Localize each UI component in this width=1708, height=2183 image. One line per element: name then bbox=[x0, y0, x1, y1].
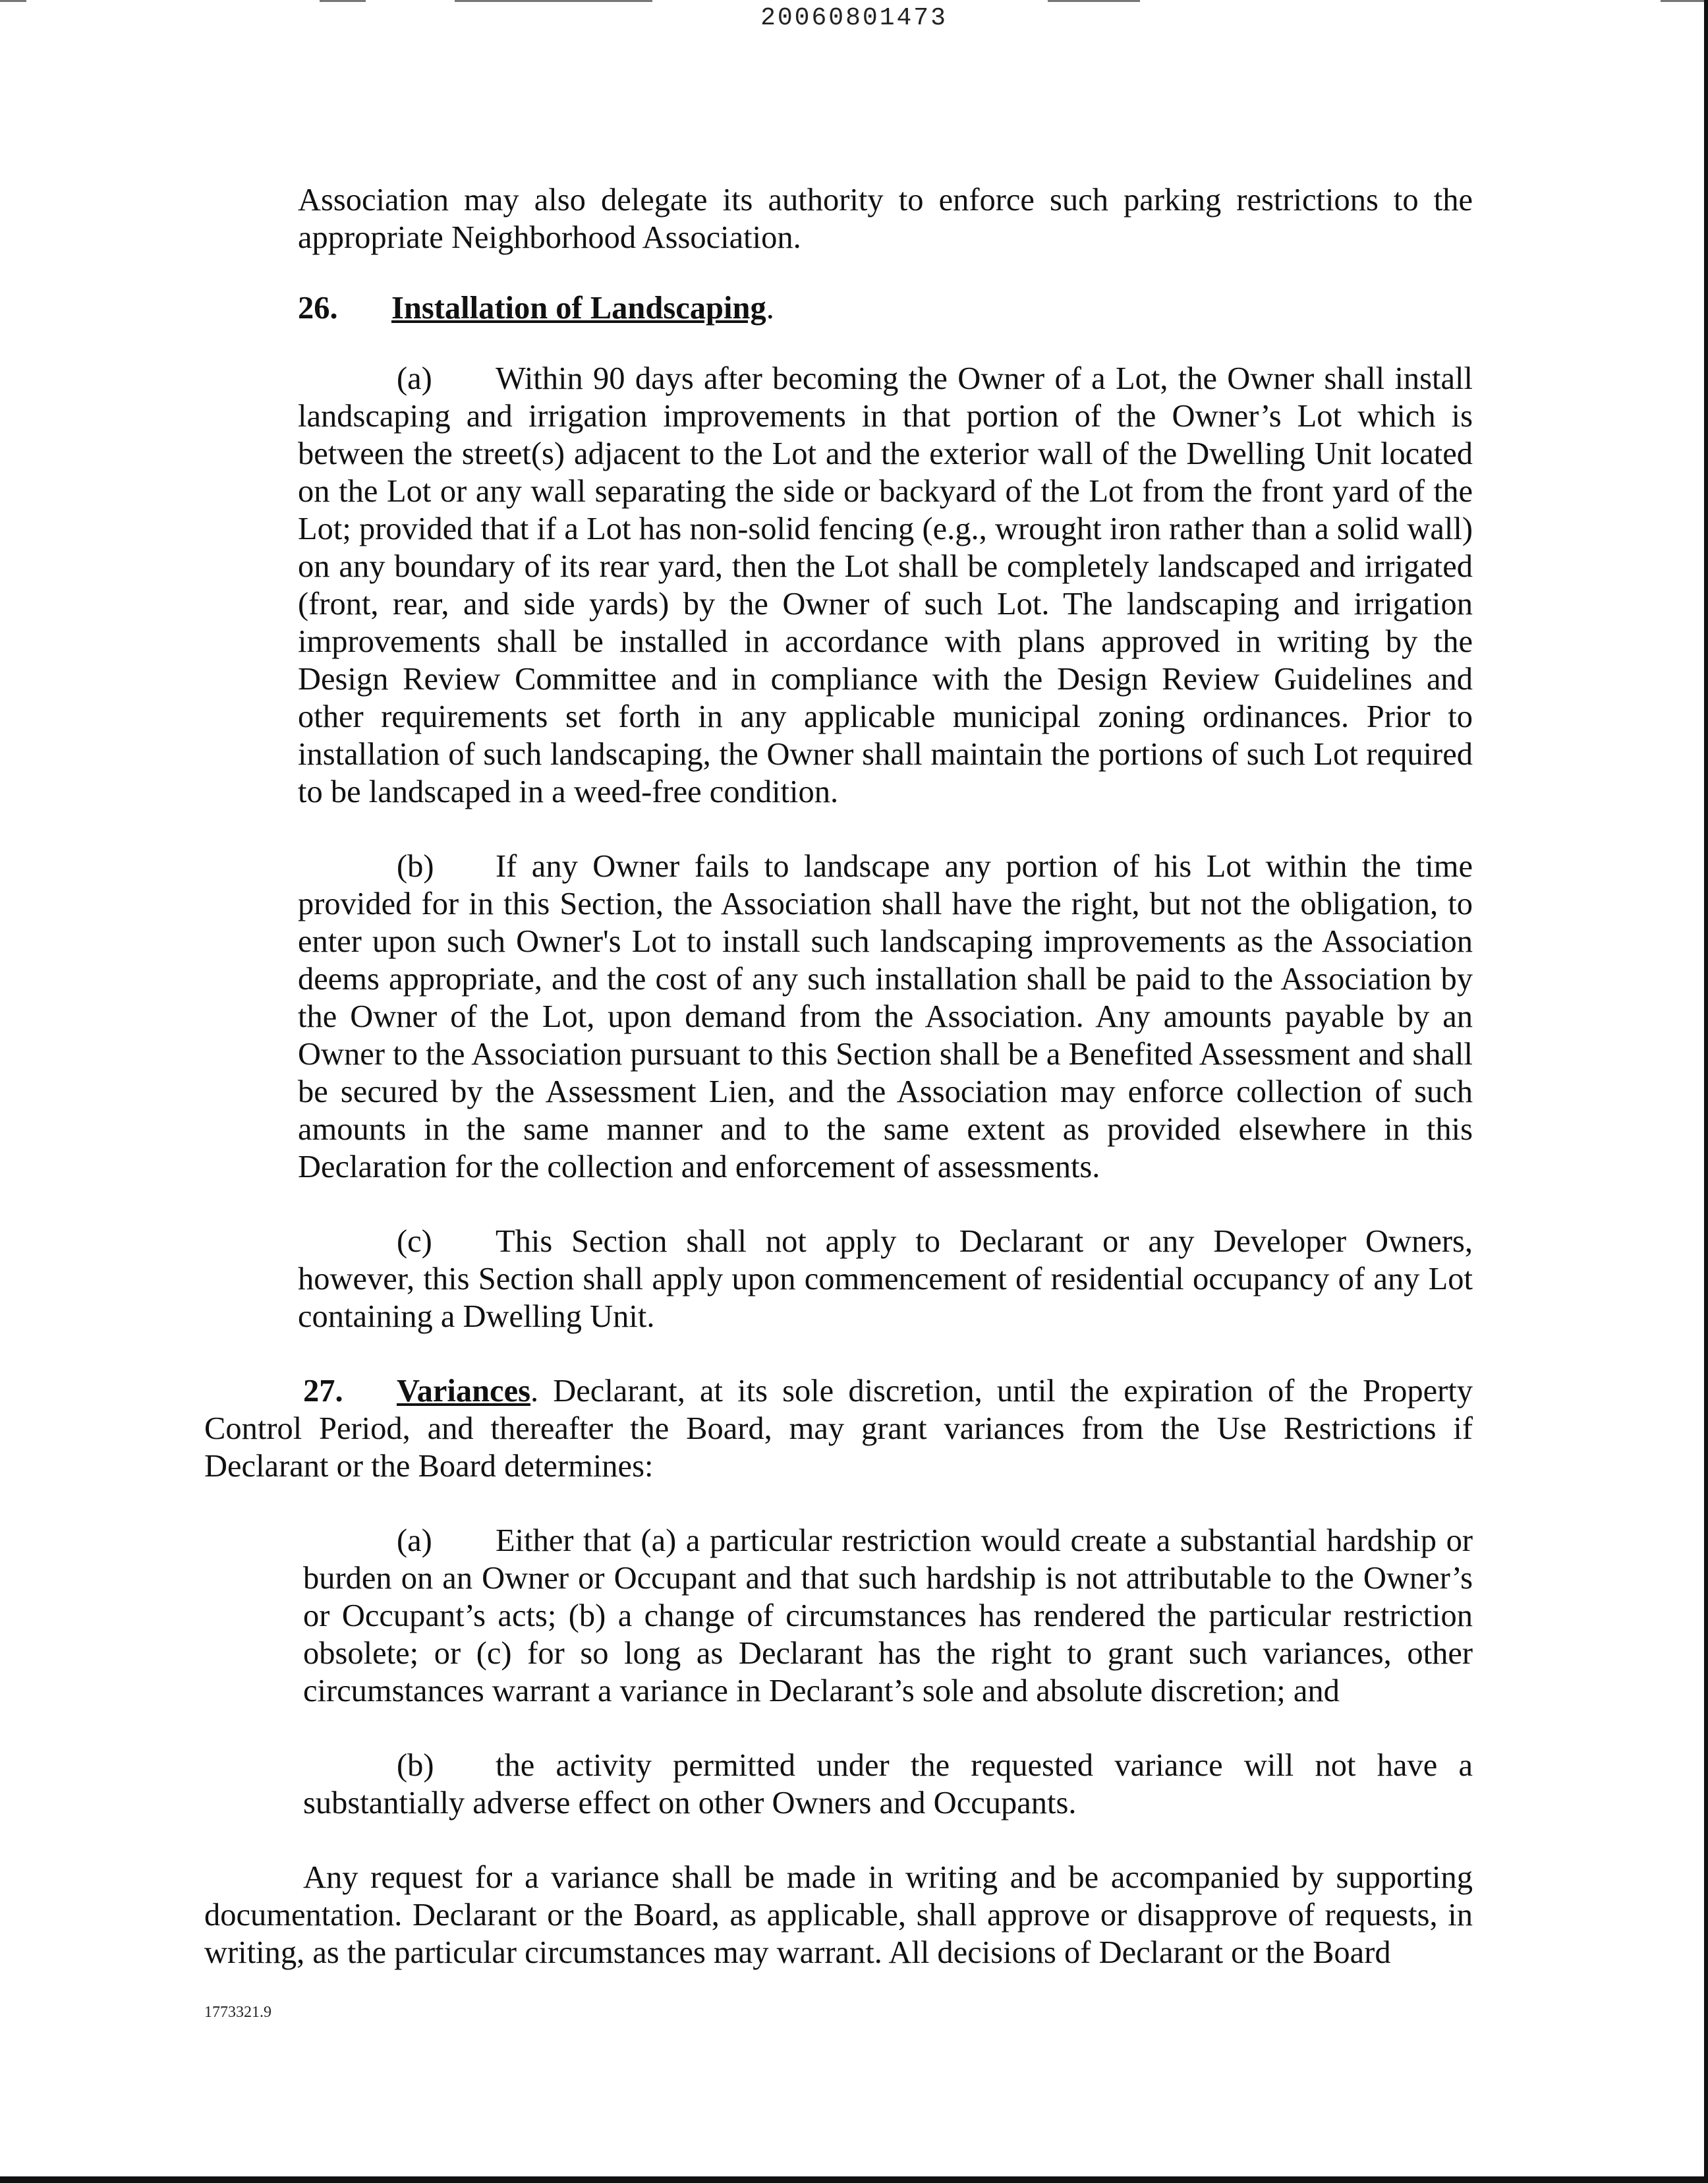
scan-mark bbox=[0, 0, 26, 2]
section-27-b-text: the activity permitted under the requested variance will not have a substantially adverse effect on other Owners and Occupants. bbox=[303, 1748, 1473, 1820]
section-27-number: 27. bbox=[303, 1374, 343, 1409]
section-26-a bbox=[298, 360, 1473, 811]
section-27-a bbox=[303, 1522, 1473, 1710]
scan-edge-right bbox=[1704, 0, 1708, 2183]
section-26-title: Installation of Landscaping bbox=[391, 291, 766, 326]
section-26-a-label: (a) bbox=[397, 361, 432, 396]
section-26-b-text: If any Owner fails to landscape any portion of his Lot within the time provided for in this Section, the Association shall have the right, but not the obligation, to enter upon such Owner's Lot to install such landscaping improvements as the Association deems appropriate, and the cost of any such installation shall be paid to the Association by the Owner of the Lot, upon demand from the Association. Any amounts payable by an Owner to the Association pursuant to this Section shall be a Benefited Assessment and shall be secured by the Assessment Lien, and the Association may enforce collection of such amounts in the same manner and to the same extent as provided elsewhere in this Declaration for the collection and enforcement of assessments. bbox=[298, 849, 1473, 1184]
section-27-title: Variances bbox=[397, 1374, 530, 1409]
section-26-title-suffix: . bbox=[766, 291, 774, 326]
section-26-c bbox=[298, 1223, 1473, 1335]
section-27-b-label: (b) bbox=[397, 1748, 434, 1783]
section-26-c-text: This Section shall not apply to Declarant or any Developer Owners, however, this Section shall apply upon commencement of residential occupancy of any Lot containing a Dwelling Unit. bbox=[298, 1224, 1473, 1334]
section-27-b bbox=[303, 1747, 1473, 1822]
scan-mark bbox=[320, 0, 366, 2]
section-26-b bbox=[298, 848, 1473, 1186]
scan-edge-bottom bbox=[0, 2176, 1708, 2183]
document-body bbox=[204, 181, 1473, 1971]
section-27-closing: Any request for a variance shall be made in writing and be accompanied by supporting documentation. Declarant or the Board, as applicable, shall approve or disapprove of requests, in writing, as the particular circumstances may warrant. All decisions of Declarant or the Board bbox=[204, 1860, 1473, 1970]
scan-mark bbox=[1048, 0, 1140, 2]
intro-paragraph: Association may also delegate its authority to enforce such parking restrictions to the appropriate Neighborhood Association. bbox=[298, 183, 1473, 255]
section-27-a-label: (a) bbox=[397, 1523, 432, 1558]
section-26-heading bbox=[298, 289, 1473, 327]
section-26-c-label: (c) bbox=[397, 1224, 432, 1259]
scan-mark bbox=[455, 0, 652, 2]
document-number: 20060801473 bbox=[760, 4, 948, 32]
section-27-intro bbox=[204, 1372, 1473, 1485]
section-26-a-text: Within 90 days after becoming the Owner of a Lot, the Owner shall install landscaping and irrigation improvements in that portion of the Owner’s Lot which is between the street(s) adjacent to the Lot and the exterior wall of the Dwelling Unit located on the Lot or any wall separating the side or backyard of the Lot from the front yard of the Lot; provided that if a Lot has non-solid fencing (e.g., wrought iron rather than a solid wall) on any boundary of its rear yard, then the Lot shall be completely landscaped and irrigated (front, rear, and side yards) by the Owner of such Lot. The landscaping and irrigation improvements shall be installed in accordance with plans approved in writing by the Design Review Committee and in compliance with the Design Review Guidelines and other requirements set forth in any applicable municipal zoning ordinances. Prior to installation of such landscaping, the Owner shall maintain the portions of such Lot required to be landscaped in a weed-free condition. bbox=[298, 361, 1473, 809]
footer-document-id: 1773321.9 bbox=[204, 2004, 271, 2021]
scan-mark bbox=[1661, 0, 1708, 2]
section-26-number: 26. bbox=[298, 291, 338, 326]
section-27-a-text: Either that (a) a particular restriction would create a substantial hardship or burden on an Owner or Occupant and that such hardship is not attributable to the Owner’s or Occupant’s acts; (b) a change of circumstances has rendered the particular restriction obsolete; or (c) for so long as Declarant has the right to grant such variances, other circumstances warrant a variance in Declarant’s sole and absolute discretion; and bbox=[303, 1523, 1473, 1708]
section-26-b-label: (b) bbox=[397, 849, 434, 884]
section-27-intro-text: . Declarant, at its sole discretion, until the expiration of the Property Control Period, and thereafter the Board, may grant variances from the Use Restrictions if Declarant or the Board determines: bbox=[204, 1374, 1473, 1484]
